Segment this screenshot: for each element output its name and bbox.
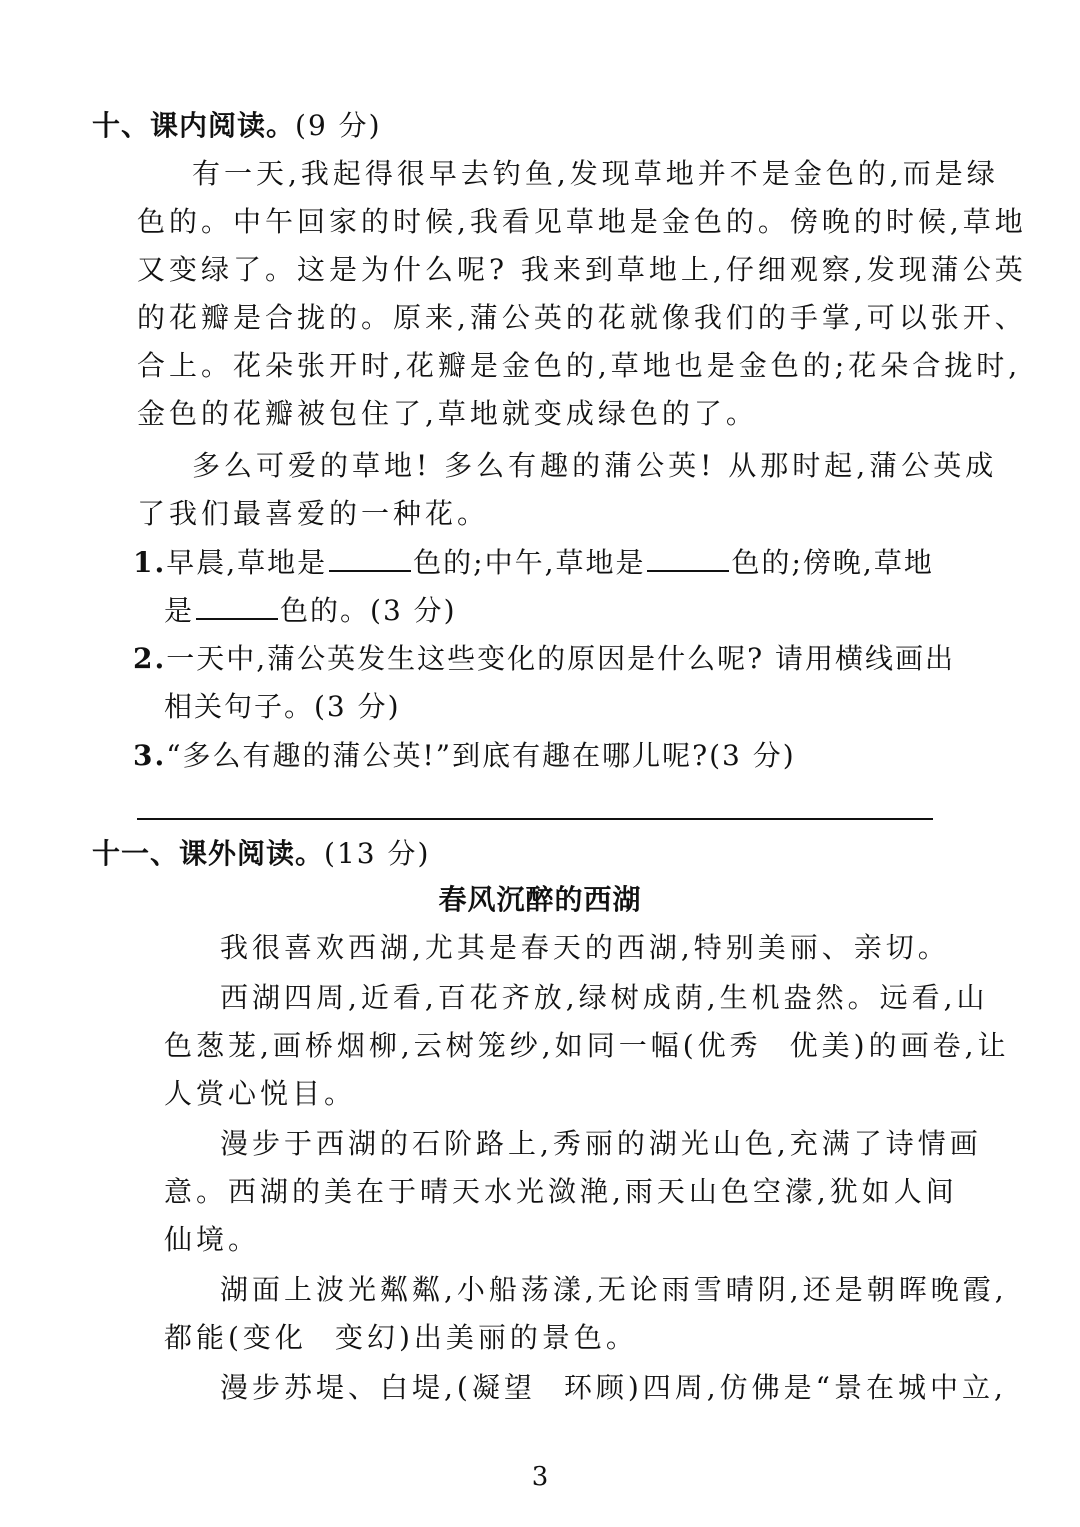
section-10-title: 十、课内阅读。 [92,109,296,142]
blank-noon-color[interactable] [647,544,729,572]
page-number: 3 [531,1462,549,1492]
passage-1-line-2: 色的。中午回家的时候,我看见草地是金色的。傍晚的时候,草地 [137,205,1027,238]
question-1-line-2 [164,592,457,629]
passage-1-line-4: 的花瓣是合拢的。原来,蒲公英的花就像我们的手掌,可以张开、 [137,301,1027,334]
question-1-text-a: 早晨,草地是 [166,546,328,579]
blank-morning-color[interactable] [329,544,411,572]
section-10-score: (9 分) [295,109,382,142]
passage-1-line-1: 有一天,我起得很早去钓鱼,发现草地并不是金色的,而是绿 [192,157,999,190]
section-11-title: 十一、课外阅读。 [92,837,325,870]
passage-2-line-10 [220,1370,1007,1406]
question-2-text: 一天中,蒲公英发生这些变化的原因是什么呢? 请用横线画出 [166,642,956,675]
word-choice-1a: 色葱茏,画桥烟柳,云树笼纱,如同一幅(优秀 [164,1029,762,1062]
passage-2-line-3 [164,1028,1009,1064]
section-10-heading [92,108,382,144]
question-3-answer-line[interactable] [137,818,933,820]
question-2 [133,641,955,677]
word-choice-3b: 环顾)四周,仿佛是“景在城中立, [563,1371,1007,1404]
passage-2-line-4: 人赏心悦目。 [164,1077,357,1110]
passage-2-line-1: 我很喜欢西湖,尤其是春天的西湖,特别美丽、亲切。 [220,931,950,964]
question-1-text-c: 色的;傍晚,草地 [731,546,934,579]
section-11-heading [92,836,430,872]
question-3-number: 3. [133,739,167,772]
passage-2-line-5: 漫步于西湖的石阶路上,秀丽的湖光山色,充满了诗情画 [220,1127,982,1160]
passage-1-line-6: 金色的花瓣被包住了,草地就变成绿色的了。 [137,397,758,430]
word-choice-2b: 变幻)出美丽的景色。 [334,1321,638,1354]
question-2-line-2: 相关句子。(3 分) [164,690,401,723]
passage-2-line-7: 仙境。 [164,1223,261,1256]
question-3-text: “多么有趣的蒲公英!”到底有趣在哪儿呢?(3 分) [166,739,796,772]
question-1-text-e: 色的。(3 分) [280,594,457,627]
word-choice-3a: 漫步苏堤、白堤,(凝望 [220,1371,536,1404]
word-choice-1b: 优美)的画卷,让 [789,1029,1010,1062]
question-1-text-d: 是 [164,594,195,627]
passage-2-line-2: 西湖四周,近看,百花齐放,绿树成荫,生机盎然。远看,山 [220,981,989,1014]
article-title: 春风沉醉的西湖 [438,883,642,916]
question-1 [133,544,934,581]
passage-1-line-3: 又变绿了。这是为什么呢? 我来到草地上,仔细观察,发现蒲公英 [137,253,1027,286]
section-11-score: (13 分) [324,837,431,870]
passage-2-line-9 [164,1320,638,1356]
question-1-text-b: 色的;中午,草地是 [413,546,646,579]
blank-evening-color[interactable] [196,592,278,620]
passage-1-line-8: 了我们最喜爱的一种花。 [137,497,490,530]
question-1-number: 1. [133,546,167,579]
passage-2-line-8: 湖面上波光粼粼,小船荡漾,无论雨雪晴阴,还是朝晖晚霞, [220,1273,1008,1306]
passage-1-line-7: 多么可爱的草地! 多么有趣的蒲公英! 从那时起,蒲公英成 [192,449,998,482]
word-choice-2a: 都能(变化 [164,1321,307,1354]
passage-2-line-6: 意。西湖的美在于晴天水光潋滟,雨天山色空濛,犹如人间 [164,1175,958,1208]
question-3 [133,738,796,774]
passage-1-line-5: 合上。花朵张开时,花瓣是金色的,草地也是金色的;花朵合拢时, [137,349,1022,382]
question-2-number: 2. [133,642,167,675]
